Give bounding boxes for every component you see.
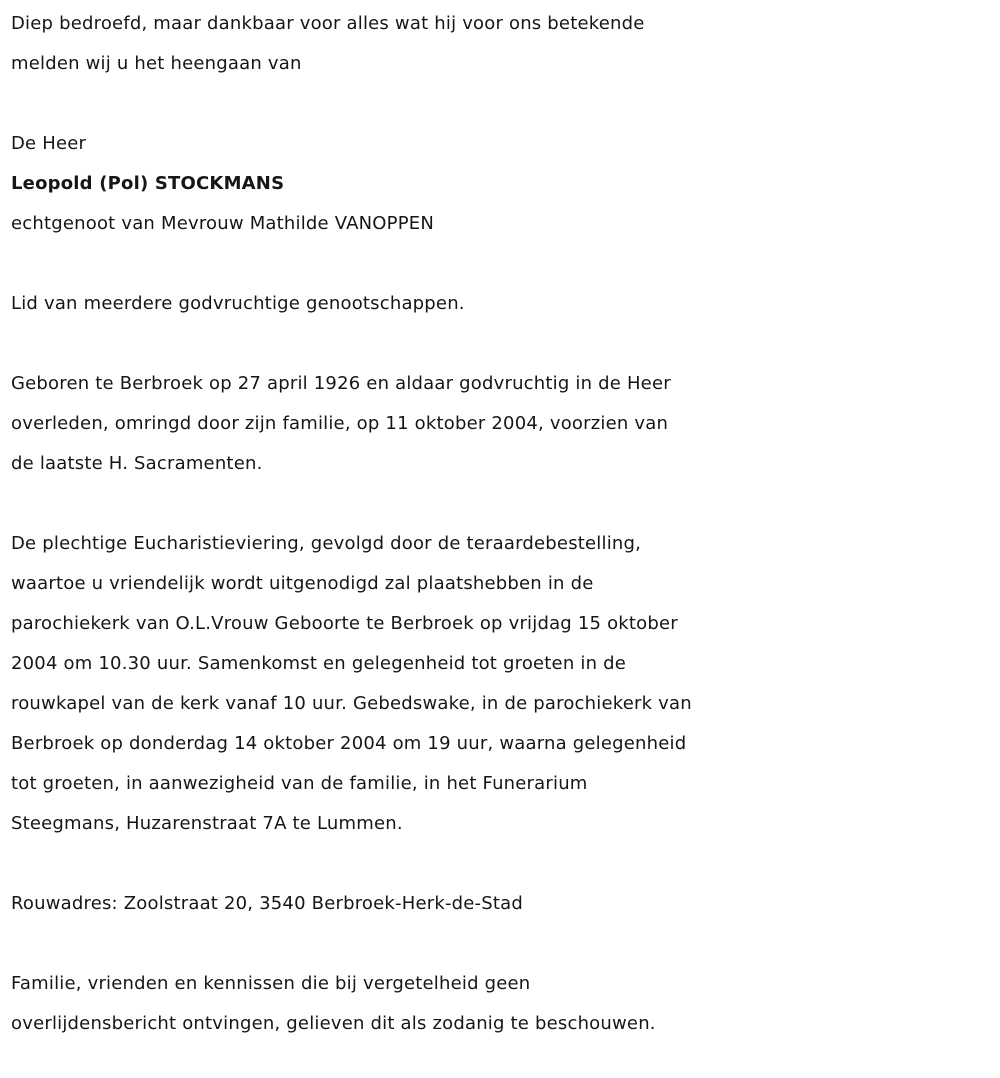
ceremony-line-2: waartoe u vriendelijk wordt uitgenodigd zal plaatshebben in de [11, 573, 594, 594]
closing-line-2: overlijdensbericht ontvingen, gelieven dit als zodanig te beschouwen. [11, 1013, 656, 1034]
birth-death-line-2: overleden, omringd door zijn familie, op 11 oktober 2004, voorzien van [11, 413, 669, 434]
membership-line: Lid van meerdere godvruchtige genootschappen. [11, 293, 465, 314]
intro-line-2: melden wij u het heengaan van [11, 53, 302, 74]
ceremony-line-7: tot groeten, in aanwezigheid van de familie, in het Funerarium [11, 773, 588, 794]
ceremony-line-8: Steegmans, Huzarenstraat 7A te Lummen. [11, 813, 403, 834]
closing-line-1: Familie, vrienden en kennissen die bij vergetelheid geen [11, 973, 531, 994]
spacer [11, 484, 996, 524]
honorific-title: De Heer [11, 133, 87, 154]
spacer [11, 324, 996, 364]
mourning-address: Rouwadres: Zoolstraat 20, 3540 Berbroek-Herk-de-Stad [11, 893, 523, 914]
spacer [11, 844, 996, 884]
ceremony-line-5: rouwkapel van de kerk vanaf 10 uur. Gebedswake, in de parochiekerk van [11, 693, 692, 714]
deceased-name: Leopold (Pol) STOCKMANS [11, 173, 285, 194]
spacer [11, 84, 996, 124]
spacer [11, 244, 996, 284]
ceremony-line-4: 2004 om 10.30 uur. Samenkomst en gelegenheid tot groeten in de [11, 653, 626, 674]
death-notice [11, 4, 996, 1044]
spouse-line: echtgenoot van Mevrouw Mathilde VANOPPEN [11, 213, 434, 234]
spacer [11, 924, 996, 964]
ceremony-line-1: De plechtige Eucharistieviering, gevolgd door de teraardebestelling, [11, 533, 642, 554]
ceremony-line-3: parochiekerk van O.L.Vrouw Geboorte te Berbroek op vrijdag 15 oktober [11, 613, 678, 634]
intro-line-1: Diep bedroefd, maar dankbaar voor alles wat hij voor ons betekende [11, 13, 645, 34]
birth-death-line-3: de laatste H. Sacramenten. [11, 453, 263, 474]
birth-death-line-1: Geboren te Berbroek op 27 april 1926 en aldaar godvruchtig in de Heer [11, 373, 671, 394]
ceremony-line-6: Berbroek op donderdag 14 oktober 2004 om 19 uur, waarna gelegenheid [11, 733, 687, 754]
